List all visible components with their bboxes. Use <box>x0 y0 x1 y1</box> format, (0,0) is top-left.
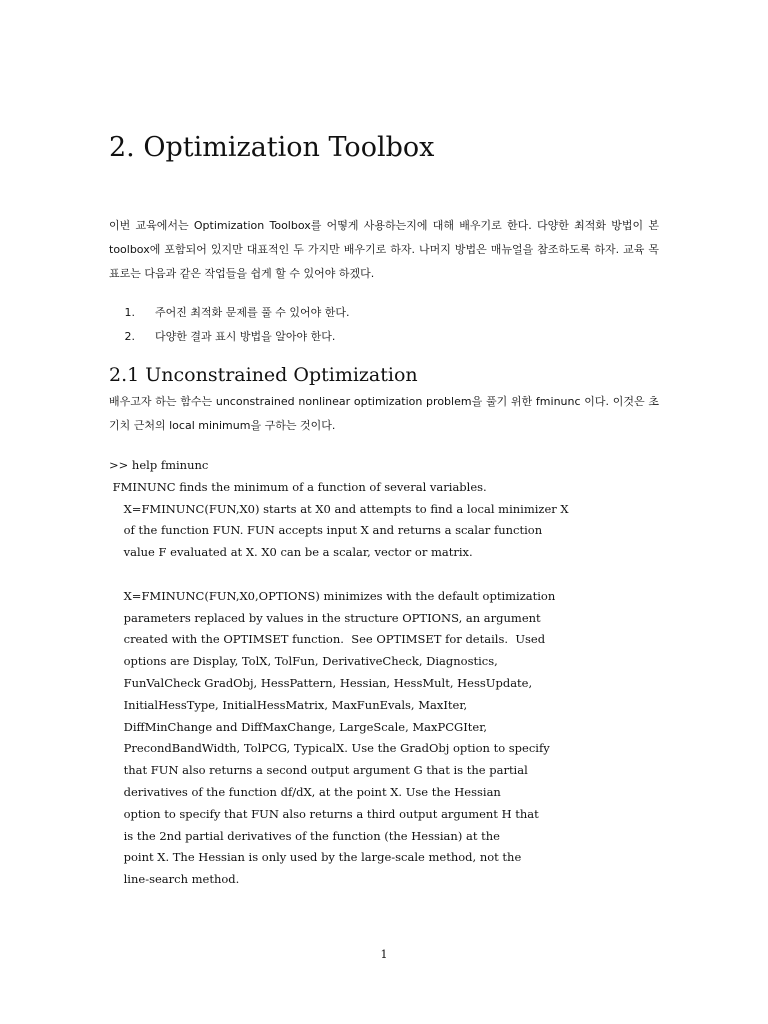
list-text: 다양한 결과 표시 방법을 알아야 한다. <box>155 330 336 343</box>
list-text: 주어진 최적화 문제를 풀 수 있어야 한다. <box>155 306 350 319</box>
code-line: option to specify that FUN also returns a third output argument H that <box>109 806 539 821</box>
code-line: FunValCheck GradObj, HessPattern, Hessian, HessMult, HessUpdate, <box>109 675 533 690</box>
code-line: value F evaluated at X. X0 can be a scalar, vector or matrix. <box>109 545 473 560</box>
section-heading: 2.1 Unconstrained Optimization <box>109 364 418 386</box>
code-line: created with the OPTIMSET function. See OPTIMSET for details. Used <box>109 632 546 647</box>
list-number: 2. <box>124 330 135 343</box>
code-line: line-search method. <box>109 872 240 887</box>
code-line: DiffMinChange and DiffMaxChange, LargeScale, MaxPCGIter, <box>109 719 488 734</box>
code-line: that FUN also returns a second output argument G that is the partial <box>109 763 528 778</box>
code-line: PrecondBandWidth, TolPCG, TypicalX. Use the GradObj option to specify <box>109 741 550 756</box>
list-item <box>109 301 350 325</box>
help-output-block <box>109 455 569 891</box>
intro-paragraph: 이번 교육에서는 Optimization Toolbox를 어떻게 사용하는지에 대해 배우기로 한다. 다양한 최적화 방법이 본 toolbox에 포함되어 있지만 대표적인 두 가지만 배우기로 하자. 나머지 방법은 매뉴얼을 참조하도록 하자. 교육 목표로는 다음과 같은 작업들을 쉽게 할 수 있어야 하겠다. <box>109 219 659 280</box>
list-number: 1. <box>124 306 135 319</box>
code-line: X=FMINUNC(FUN,X0) starts at X0 and attempts to find a local minimizer X <box>109 501 569 516</box>
code-line: FMINUNC finds the minimum of a function of several variables. <box>109 479 487 494</box>
code-line <box>109 564 569 586</box>
code-line: parameters replaced by values in the structure OPTIONS, an argument <box>109 610 541 625</box>
code-line: >> help fminunc <box>109 458 209 472</box>
chapter-heading: 2. Optimization Toolbox <box>109 132 435 163</box>
code-line: InitialHessType, InitialHessMatrix, MaxFunEvals, MaxIter, <box>109 697 468 712</box>
code-line: point X. The Hessian is only used by the large-scale method, not the <box>109 850 522 865</box>
code-line: of the function FUN. FUN accepts input X and returns a scalar function <box>109 523 543 538</box>
section-paragraph: 배우고자 하는 함수는 unconstrained nonlinear optimization problem을 풀기 위한 fminunc 이다. 이것은 초기치 근처의 local minimum을 구하는 것이다. <box>109 395 659 432</box>
code-line: is the 2nd partial derivatives of the function (the Hessian) at the <box>109 828 500 843</box>
goals-list <box>109 301 350 349</box>
code-line: derivatives of the function df/dX, at the point X. Use the Hessian <box>109 784 501 799</box>
list-item <box>109 325 350 349</box>
code-line: X=FMINUNC(FUN,X0,OPTIONS) minimizes with the default optimization <box>109 588 556 603</box>
page-number: 1 <box>380 948 388 961</box>
code-line: options are Display, TolX, TolFun, DerivativeCheck, Diagnostics, <box>109 654 498 669</box>
